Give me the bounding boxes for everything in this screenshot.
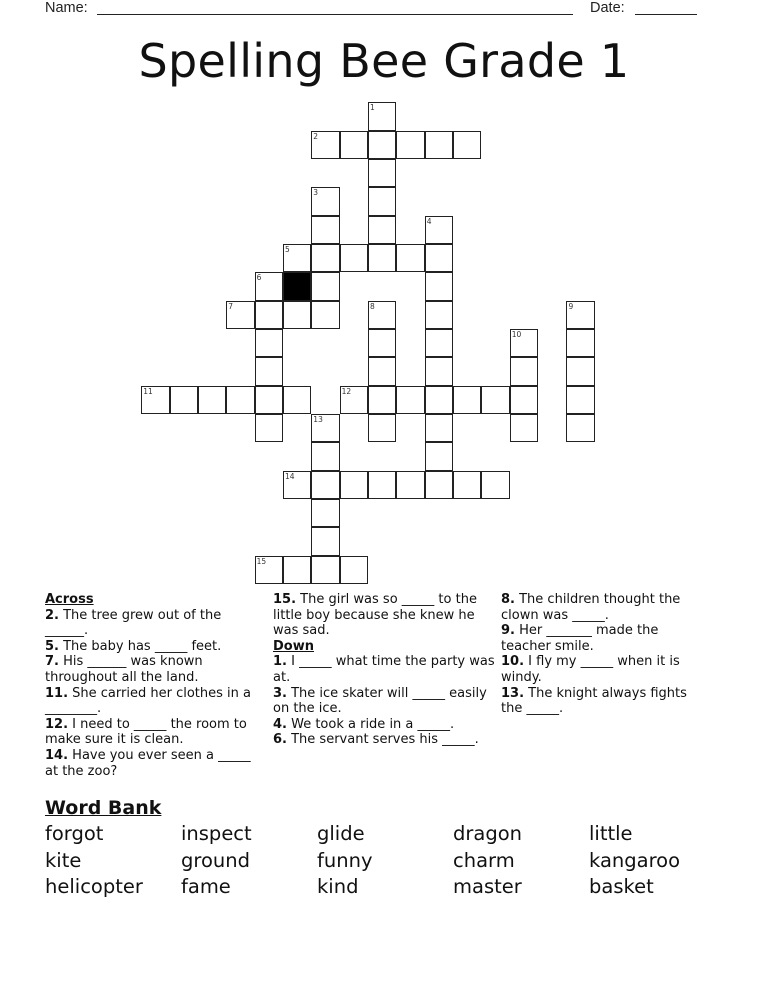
- crossword-cell[interactable]: [311, 131, 339, 159]
- clue-across-7: [45, 654, 257, 685]
- cell-number: 5: [284, 244, 290, 254]
- clue-number: 2.: [45, 607, 59, 623]
- clue-number: 3.: [273, 685, 287, 701]
- clue-number: 9.: [501, 623, 515, 639]
- crossword-cell[interactable]: [255, 556, 283, 584]
- clue-text: I fly my _____ when it is windy.: [501, 654, 680, 685]
- crossword-cell[interactable]: [425, 414, 453, 442]
- crossword-cell[interactable]: [481, 471, 509, 499]
- clue-text: The girl was so _____ to the little boy because she knew he was sad.: [273, 592, 477, 639]
- crossword-cell[interactable]: [311, 301, 339, 329]
- cell-number: 1: [370, 103, 375, 113]
- crossword-cell[interactable]: [340, 244, 368, 272]
- crossword-cell[interactable]: [510, 357, 538, 385]
- crossword-cell[interactable]: [283, 471, 311, 499]
- crossword-cell[interactable]: [453, 471, 481, 499]
- clue-number: 5.: [45, 638, 59, 654]
- crossword-cell[interactable]: [255, 329, 283, 357]
- clue-text: The knight always fights the _____.: [501, 685, 687, 717]
- word-bank-item: kind: [317, 875, 359, 899]
- clue-text: The tree grew out of the ______.: [45, 607, 222, 639]
- cell-number: 10: [511, 330, 522, 339]
- clues-column-2: [273, 592, 495, 748]
- across-heading: Across: [45, 592, 94, 607]
- crossword-cell[interactable]: [255, 386, 283, 414]
- date-label: Date:: [590, 0, 625, 16]
- crossword-cell[interactable]: [368, 386, 396, 414]
- cell-number: 12: [341, 386, 352, 396]
- clue-number: 11.: [45, 685, 69, 701]
- crossword-cell[interactable]: [340, 386, 368, 414]
- clue-down-9: [501, 623, 711, 654]
- clue-number: 12.: [45, 716, 69, 732]
- word-bank-item: basket: [589, 875, 654, 899]
- word-bank-item: kangaroo: [589, 848, 681, 872]
- clue-text: Her _______ made the teacher smile.: [501, 623, 659, 654]
- word-bank-item: glide: [317, 822, 365, 845]
- word-bank-item: kite: [45, 848, 82, 872]
- crossword-black-cell: [283, 272, 311, 300]
- clues-column-1: [45, 592, 257, 779]
- clue-down-4: [273, 717, 495, 733]
- crossword-cell[interactable]: [368, 187, 396, 215]
- word-bank-item: master: [453, 875, 522, 899]
- crossword-cell[interactable]: [368, 244, 396, 272]
- crossword-cell[interactable]: [368, 414, 396, 442]
- clue-text: She carried her clothes in a ________.: [45, 685, 251, 717]
- word-bank-item: helicopter: [45, 875, 143, 899]
- cell-number: 15: [256, 556, 267, 566]
- word-bank-grid: [45, 821, 745, 901]
- crossword-cell[interactable]: [453, 386, 481, 414]
- clue-text: His ______ was known throughout all the land.: [45, 654, 203, 685]
- word-bank-item: charm: [453, 848, 515, 872]
- clue-text: The children thought the clown was _____.: [501, 592, 681, 623]
- clue-number: 10.: [501, 654, 525, 670]
- clue-number: 4.: [273, 716, 287, 732]
- word-bank-item: funny: [317, 848, 373, 872]
- name-label: Name:: [45, 0, 88, 16]
- crossword-cell[interactable]: [425, 471, 453, 499]
- crossword-cell[interactable]: [566, 329, 594, 357]
- word-bank: [45, 795, 745, 901]
- cell-number: 7: [228, 301, 234, 311]
- crossword-cell[interactable]: [425, 329, 453, 357]
- cell-number: 8: [370, 301, 375, 311]
- crossword-cell[interactable]: [425, 131, 453, 159]
- crossword-cell[interactable]: [566, 386, 594, 414]
- crossword-cell[interactable]: [311, 499, 339, 527]
- clue-text: The ice skater will _____ easily on the ice.: [273, 685, 487, 717]
- crossword-cell[interactable]: [566, 357, 594, 385]
- clue-down-3: [273, 686, 495, 717]
- clue-text: The servant serves his _____.: [286, 732, 479, 748]
- crossword-cell[interactable]: [510, 386, 538, 414]
- clue-number: 7.: [45, 654, 59, 670]
- word-bank-item: little: [589, 822, 633, 845]
- crossword-cell[interactable]: [283, 244, 311, 272]
- crossword-cell[interactable]: [425, 301, 453, 329]
- clue-across-5: [45, 639, 257, 655]
- page-title: Spelling Bee Grade 1: [138, 34, 630, 88]
- word-bank-item: forgot: [45, 822, 104, 845]
- down-heading: Down: [273, 638, 314, 654]
- crossword-cell[interactable]: [340, 131, 368, 159]
- clue-number: 13.: [501, 685, 525, 701]
- crossword-cell[interactable]: [311, 556, 339, 584]
- crossword-cell[interactable]: [311, 244, 339, 272]
- clue-number: 14.: [45, 747, 69, 763]
- clue-across-2: [45, 608, 257, 639]
- crossword-cell[interactable]: [283, 556, 311, 584]
- crossword-cell[interactable]: [510, 329, 538, 357]
- word-bank-title: Word Bank: [45, 797, 162, 819]
- clue-across-11: [45, 686, 257, 717]
- crossword-cell[interactable]: [425, 216, 453, 244]
- crossword-cell[interactable]: [141, 386, 169, 414]
- crossword-cell[interactable]: [283, 301, 311, 329]
- cell-number: 13: [313, 415, 323, 425]
- crossword-cell[interactable]: [396, 131, 424, 159]
- crossword-cell[interactable]: [368, 216, 396, 244]
- cell-number: 14: [284, 471, 295, 481]
- crossword-cell[interactable]: [311, 272, 339, 300]
- crossword-cell[interactable]: [368, 131, 396, 159]
- crossword-cell[interactable]: [283, 386, 311, 414]
- word-bank-item: fame: [181, 875, 231, 899]
- crossword-cell[interactable]: [198, 386, 226, 414]
- crossword-cell[interactable]: [311, 216, 339, 244]
- crossword-cell[interactable]: [311, 527, 339, 555]
- crossword-cell[interactable]: [425, 272, 453, 300]
- crossword-cell[interactable]: [226, 386, 254, 414]
- crossword-cell[interactable]: [255, 272, 283, 300]
- crossword-cell[interactable]: [311, 471, 339, 499]
- crossword-cell[interactable]: [481, 386, 509, 414]
- clue-number: 8.: [501, 592, 515, 607]
- clue-down-8: [501, 592, 711, 623]
- clue-down-13: [501, 686, 711, 717]
- clues-column-3: [501, 592, 711, 717]
- cell-number: 11: [143, 386, 153, 396]
- crossword-cell[interactable]: [396, 244, 424, 272]
- crossword-cell[interactable]: [425, 442, 453, 470]
- word-bank-item: dragon: [453, 822, 523, 845]
- word-bank-item: ground: [181, 848, 250, 872]
- crossword-cell[interactable]: [340, 556, 368, 584]
- crossword-cell[interactable]: [396, 386, 424, 414]
- clue-number: 15.: [273, 592, 297, 607]
- crossword-cell[interactable]: [510, 414, 538, 442]
- clue-across-14: [45, 748, 257, 779]
- crossword-cell[interactable]: [566, 301, 594, 329]
- clue-text: Have you ever seen a _____ at the zoo?: [45, 747, 251, 779]
- crossword-cell[interactable]: [311, 187, 339, 215]
- cell-number: 9: [568, 301, 574, 311]
- clue-text: I need to _____ the room to make sure it is clean.: [45, 716, 247, 748]
- clue-across-12: [45, 717, 257, 748]
- crossword-cell[interactable]: [368, 301, 396, 329]
- crossword-cell[interactable]: [311, 442, 339, 470]
- clue-down-10: [501, 654, 711, 685]
- clue-across-15: [273, 592, 495, 639]
- clue-text: The baby has _____ feet.: [58, 638, 222, 654]
- cell-number: 4: [426, 216, 432, 226]
- crossword-cell[interactable]: [368, 471, 396, 499]
- crossword-cell[interactable]: [368, 159, 396, 187]
- crossword-cell[interactable]: [255, 414, 283, 442]
- crossword-cell[interactable]: [340, 471, 368, 499]
- crossword-cell[interactable]: [425, 386, 453, 414]
- crossword-cell[interactable]: [425, 357, 453, 385]
- crossword-cell[interactable]: [368, 357, 396, 385]
- cell-number: 6: [256, 273, 262, 283]
- clue-text: We took a ride in a _____.: [286, 716, 455, 732]
- crossword-cell[interactable]: [311, 414, 339, 442]
- clue-number: 1.: [273, 654, 287, 670]
- crossword-cell[interactable]: [255, 301, 283, 329]
- cell-number: 2: [313, 131, 319, 141]
- clue-down-1: [273, 654, 495, 685]
- clue-text: I _____ what time the party was at.: [273, 654, 495, 685]
- crossword-cell[interactable]: [255, 357, 283, 385]
- crossword-cell[interactable]: [368, 102, 396, 130]
- crossword-cell[interactable]: [170, 386, 198, 414]
- word-bank-item: inspect: [181, 822, 252, 845]
- crossword-cell[interactable]: [226, 301, 254, 329]
- clue-down-6: [273, 732, 495, 748]
- crossword-cell[interactable]: [453, 131, 481, 159]
- crossword-cell[interactable]: [368, 329, 396, 357]
- crossword-cell[interactable]: [396, 471, 424, 499]
- crossword-cell[interactable]: [425, 244, 453, 272]
- cell-number: 3: [313, 188, 319, 198]
- crossword-cell[interactable]: [566, 414, 594, 442]
- clue-number: 6.: [273, 732, 287, 748]
